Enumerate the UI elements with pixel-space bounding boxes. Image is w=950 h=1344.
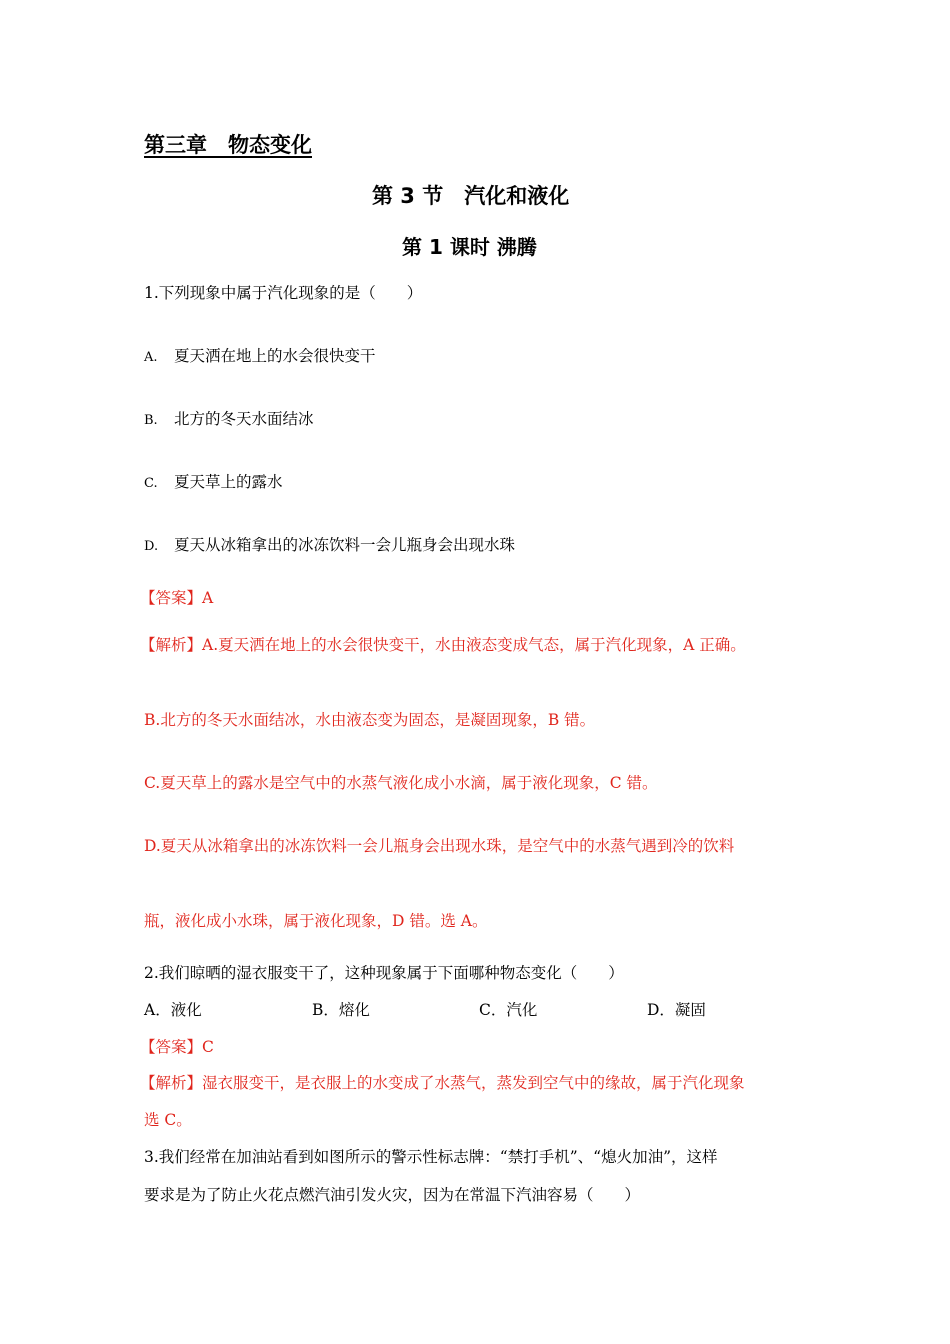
q1-analysis-line-1 <box>140 633 746 655</box>
question-1-stem: 1.下列现象中属于汽化现象的是（ ） <box>144 284 423 302</box>
analysis-label: 【解析】 <box>140 636 203 654</box>
option-letter: A. <box>144 350 158 365</box>
question-3-stem-line-2: 要求是为了防止火花点燃汽油引发火灾，因为在常温下汽油容易（ ） <box>144 1186 641 1204</box>
analysis-label: 【解析】 <box>140 1074 203 1092</box>
q1-option-b <box>144 407 314 429</box>
analysis-text: A.夏天洒在地上的水会很快变干，水由液态变成气态，属于汽化现象，A 正确。 <box>202 636 746 654</box>
q2-option-c: C．汽化 <box>479 1001 538 1019</box>
q2-option-b: B．熔化 <box>312 1001 370 1019</box>
q1-analysis-line-2: B.北方的冬天水面结冰，水由液态变为固态，是凝固现象，B 错。 <box>144 711 596 729</box>
option-text: 夏天洒在地上的水会很快变干 <box>174 347 376 365</box>
section-title: 第 3 节 汽化和液化 <box>372 184 570 208</box>
chapter-title: 第三章 物态变化 <box>144 133 312 157</box>
answer-value: A <box>202 589 214 607</box>
option-letter: B. <box>144 413 158 428</box>
option-text: 夏天草上的露水 <box>174 473 283 491</box>
answer-label: 【答案】 <box>140 1038 203 1056</box>
q1-analysis-line-3: C.夏天草上的露水是空气中的水蒸气液化成小水滴，属于液化现象，C 错。 <box>144 774 658 792</box>
q1-analysis-line-4: D.夏天从冰箱拿出的冰冻饮料一会儿瓶身会出现水珠，是空气中的水蒸气遇到冷的饮料 <box>144 837 735 855</box>
option-letter: C. <box>144 476 158 491</box>
q1-analysis-line-5: 瓶，液化成小水珠，属于液化现象，D 错。选 A。 <box>144 912 488 930</box>
q2-analysis-line-1 <box>140 1071 745 1093</box>
q2-option-a: A．液化 <box>144 1001 202 1019</box>
q1-option-c <box>144 470 283 492</box>
option-letter: D. <box>144 539 159 554</box>
answer-label: 【答案】 <box>140 589 203 607</box>
q1-option-d <box>144 533 515 555</box>
lesson-title: 第 1 课时 沸腾 <box>402 235 537 259</box>
option-text: 北方的冬天水面结冰 <box>174 410 314 428</box>
analysis-text: 湿衣服变干，是衣服上的水变成了水蒸气，蒸发到空气中的缘故，属于汽化现象 <box>202 1074 745 1092</box>
q1-answer <box>140 586 213 608</box>
q2-answer <box>140 1035 214 1057</box>
q2-analysis-line-2: 选 C。 <box>144 1111 192 1129</box>
question-3-stem-line-1: 3.我们经常在加油站看到如图所示的警示性标志牌：“禁打手机”、“熄火加油”，这样 <box>144 1148 718 1166</box>
q1-option-a <box>144 344 376 366</box>
question-2-stem: 2.我们晾晒的湿衣服变干了，这种现象属于下面哪种物态变化（ ） <box>144 964 624 982</box>
answer-value: C <box>202 1038 214 1056</box>
option-text: 夏天从冰箱拿出的冰冻饮料一会儿瓶身会出现水珠 <box>174 536 516 554</box>
q2-option-d: D．凝固 <box>647 1001 706 1019</box>
